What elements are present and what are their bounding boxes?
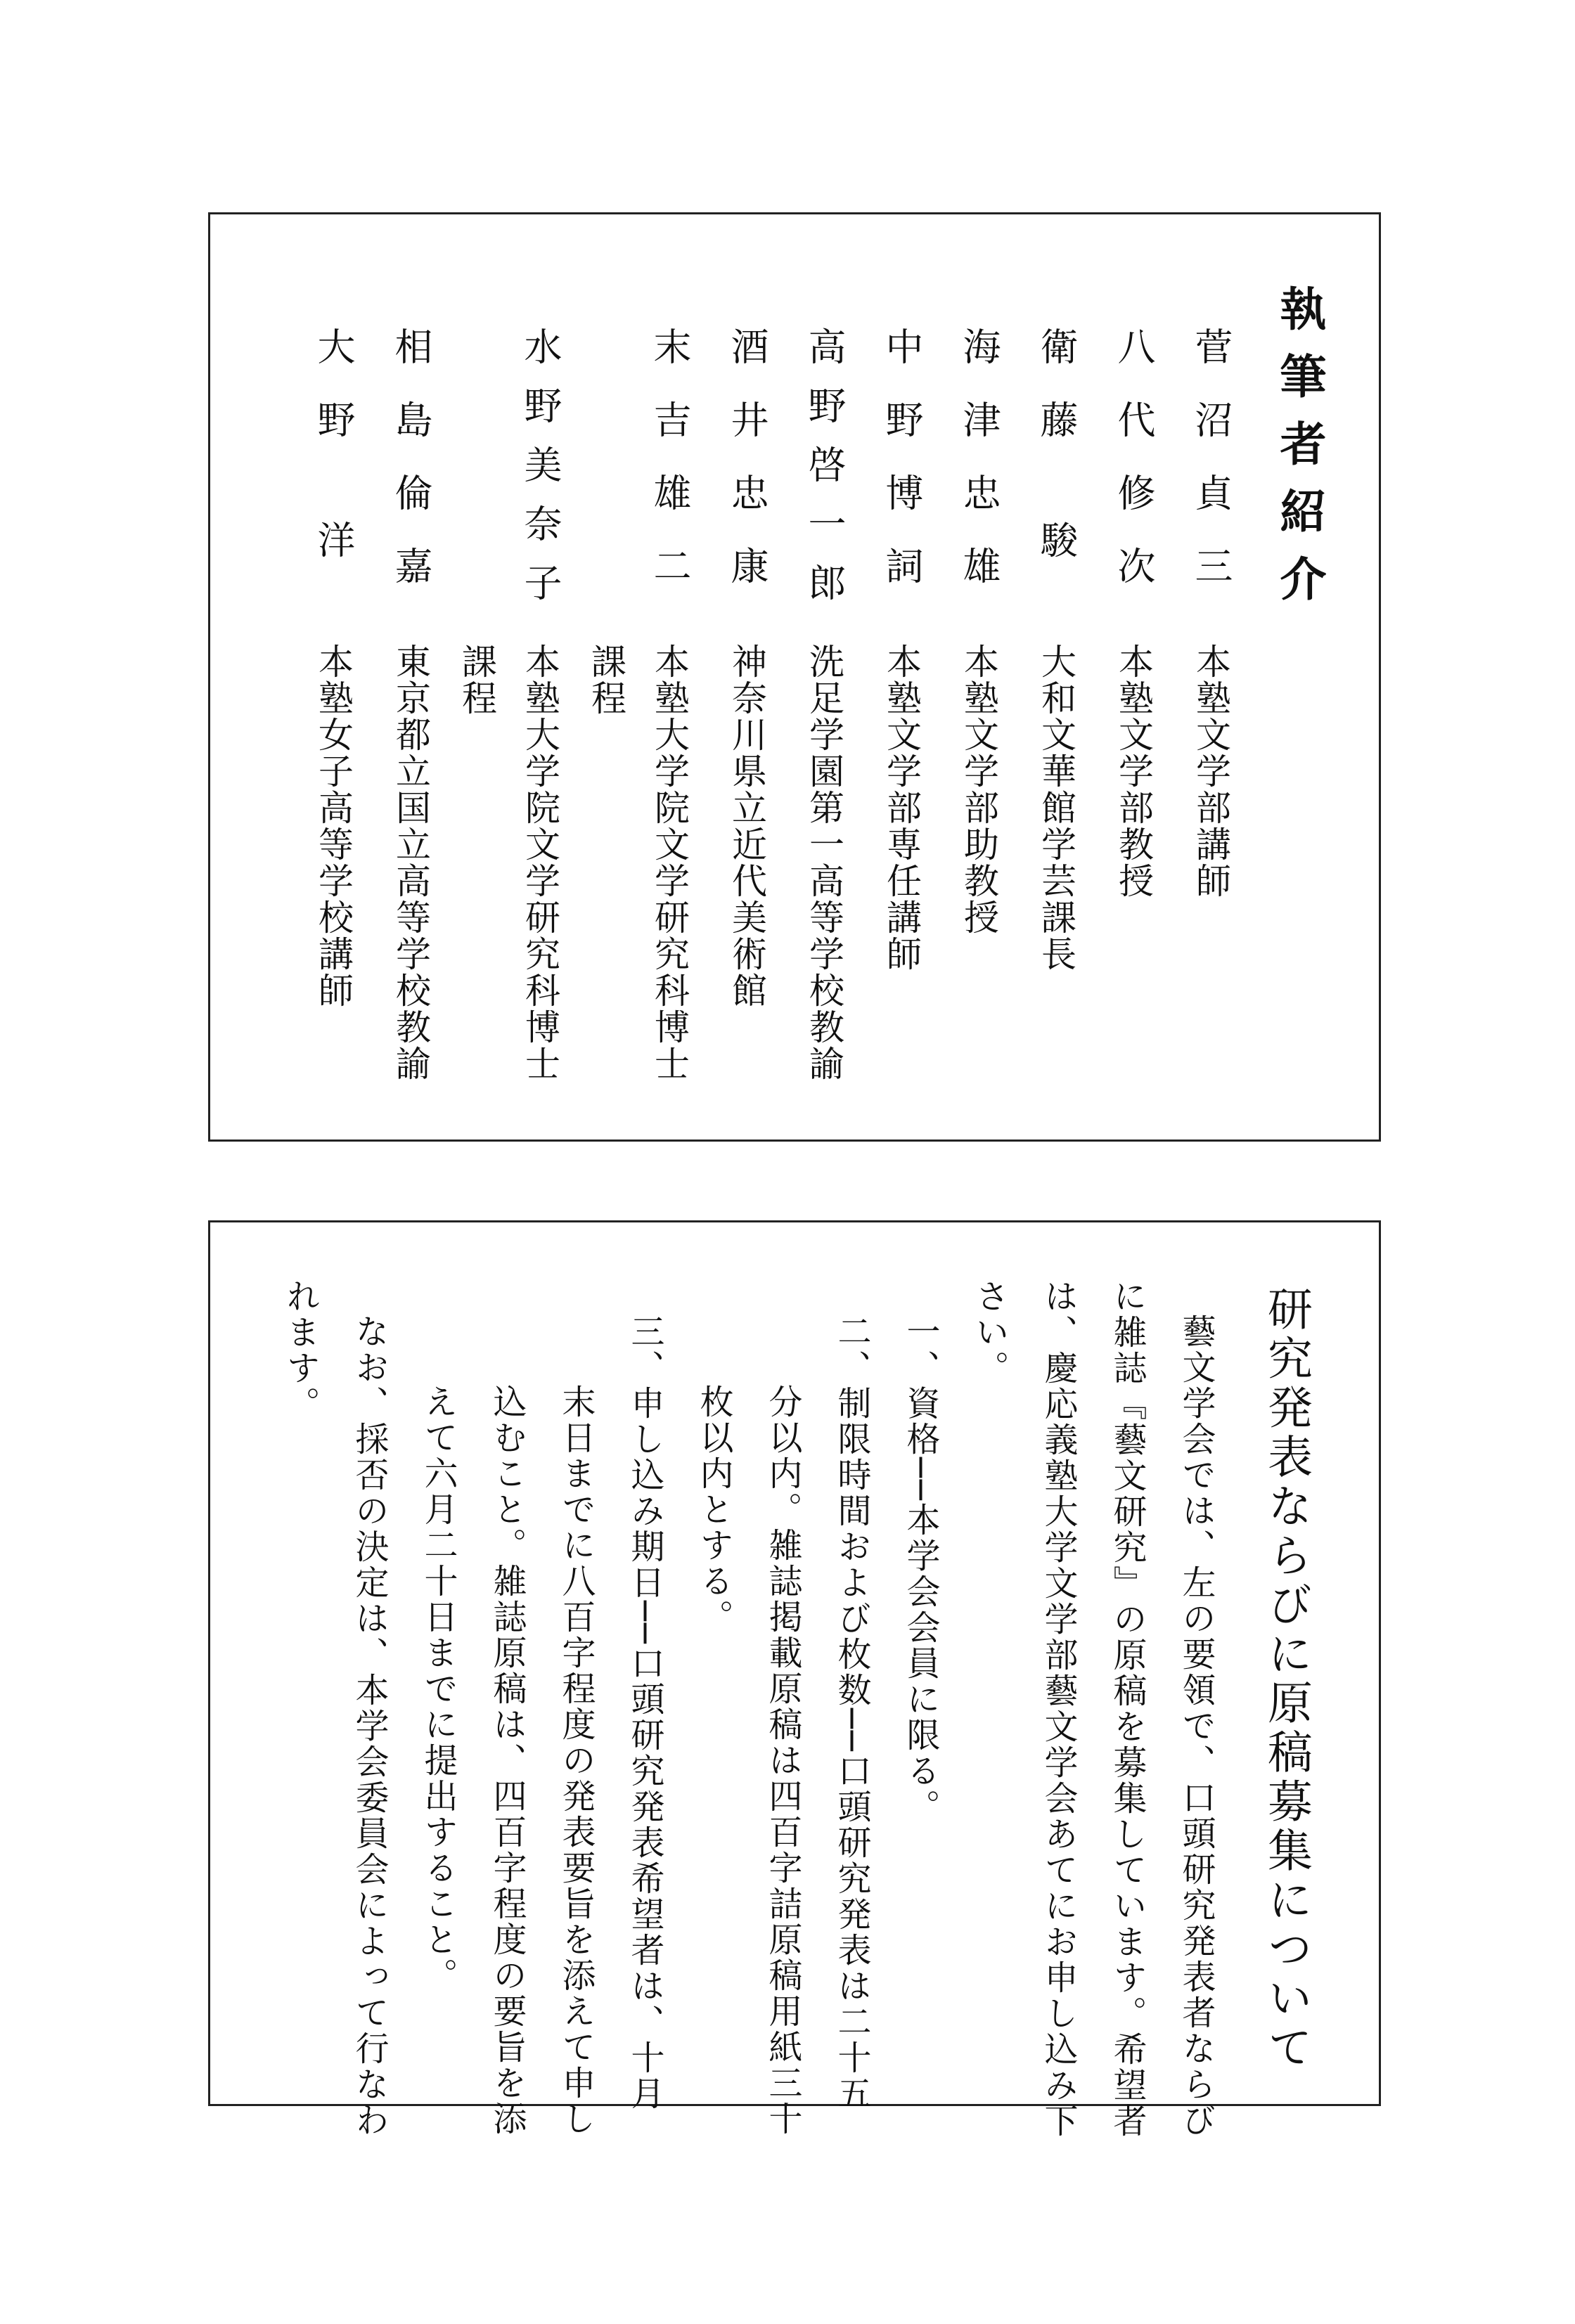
announcement-line: 藝文学会では、左の要領で、口頭研究発表者ならび xyxy=(1176,1314,1216,2138)
contributor-name: 菅沼貞三 xyxy=(1189,327,1233,619)
contributors-box xyxy=(208,212,1381,1142)
contributor-affiliation: 東京都立国立高等学校教諭 xyxy=(390,643,431,1082)
contributor-affiliation: 本塾文学部講師 xyxy=(1190,643,1231,899)
contributor-name: 相島倫嘉 xyxy=(389,327,433,619)
contributor-affiliation: 神奈川県立近代美術館 xyxy=(726,643,767,1009)
announcement-line: さい。 xyxy=(970,1279,1009,1386)
contributor-affiliation: 本塾文学部助教授 xyxy=(958,643,999,936)
announcement-box xyxy=(208,1220,1381,2139)
announcement-line: 一、資格──本学会会員に限る。 xyxy=(901,1314,940,1825)
contributor-name: 酒井忠康 xyxy=(725,327,769,619)
announcement-line: 三、申し込み期日──口頭研究発表希望者は、十月 xyxy=(625,1314,664,2112)
contributor-name: 衛藤 駿 xyxy=(1034,327,1079,594)
announcement-line: れます。 xyxy=(281,1279,320,1422)
announcement-line: 込むこと。雑誌原稿は、四百字程度の要旨を添 xyxy=(487,1384,527,2137)
announcement-title: 研究発表ならびに原稿募集について xyxy=(1260,1286,1312,2073)
contributor-affiliation: 本塾女子高等学校講師 xyxy=(313,643,354,1009)
contributor-name: 大野 洋 xyxy=(311,327,356,594)
contributor-affiliation-continued: 課程 xyxy=(456,643,497,716)
contributors-title: 執筆者紹介 xyxy=(1272,285,1327,622)
contributor-name: 八代修次 xyxy=(1112,327,1156,619)
contributor-affiliation-continued: 課程 xyxy=(586,643,626,716)
contributor-affiliation: 本塾文学部教授 xyxy=(1113,643,1154,899)
announcement-line: は、慶応義塾大学文学部藝文学会あてにお申し込み下 xyxy=(1039,1279,1078,2139)
announcement-line: 二、制限時間および枚数──口頭研究発表は二十五 xyxy=(832,1314,871,2112)
announcement-line: 分以内。雑誌掲載原稿は四百字詰原稿用紙三十 xyxy=(763,1384,802,2137)
contributor-affiliation: 本塾文学部専任講師 xyxy=(881,643,922,972)
contributor-affiliation: 大和文華館学芸課長 xyxy=(1036,643,1076,972)
contributor-name: 中野博詞 xyxy=(880,327,924,619)
contributor-name: 末吉雄二 xyxy=(648,327,692,619)
contributor-affiliation: 本塾大学院文学研究科博士 xyxy=(649,643,690,1082)
contributor-affiliation: 本塾大学院文学研究科博士 xyxy=(520,643,560,1082)
contributor-name: 水野美奈子 xyxy=(518,327,562,622)
announcement-line: に雑誌『藝文研究』の原稿を募集しています。希望者 xyxy=(1107,1279,1147,2139)
announcement-line: なお、採否の決定は、本学会委員会によって行なわ xyxy=(349,1314,389,2138)
announcement-line: えて六月二十日までに提出すること。 xyxy=(418,1384,458,1994)
contributor-affiliation: 洗足学園第一高等学校教諭 xyxy=(804,643,844,1082)
contributor-name: 海津忠雄 xyxy=(957,327,1001,619)
contributor-name: 高野啓一郎 xyxy=(802,327,847,622)
announcement-line: 枚以内とする。 xyxy=(694,1384,733,1635)
announcement-line: 末日までに八百字程度の発表要旨を添えて申し xyxy=(556,1384,596,2137)
